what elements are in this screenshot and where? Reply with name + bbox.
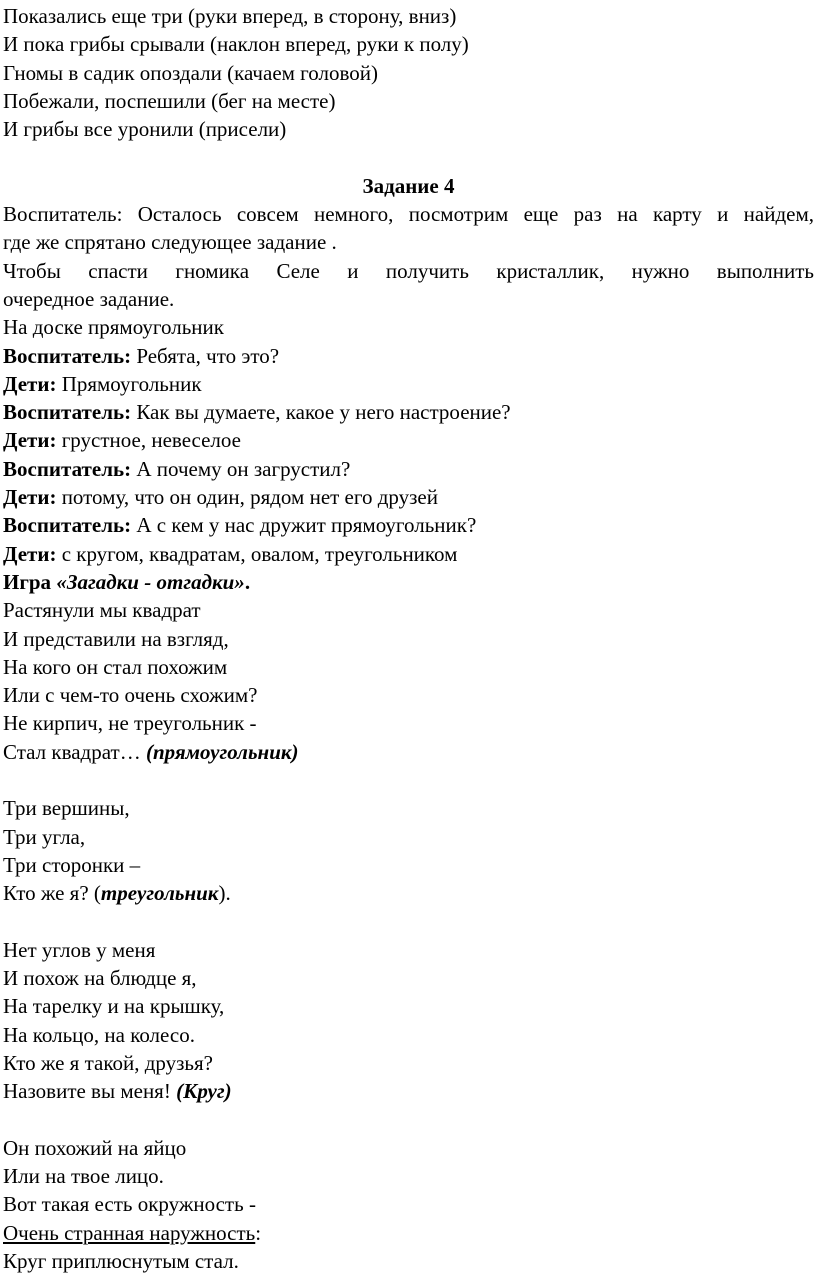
riddle-answer: (прямоугольник) xyxy=(145,739,299,764)
riddle-line: Кто же я такой, друзья? xyxy=(3,1050,213,1075)
riddle-text: : xyxy=(255,1220,262,1245)
riddle-line: Растянули мы квадрат xyxy=(3,598,201,623)
blank-line xyxy=(3,1106,814,1134)
speech: с кругом, квадратам, овалом, треугольником xyxy=(56,541,458,566)
riddle-line: Нет углов у меня xyxy=(3,937,156,962)
poem-line: И грибы все уронили (присели) xyxy=(3,117,287,142)
speech: Прямоугольник xyxy=(56,371,202,396)
paragraph-line: Чтобы спасти гномика Селе и получить кристаллик, нужно выполнить xyxy=(3,258,814,283)
game-prefix: Игра xyxy=(3,569,57,594)
task-heading: Задание 4 xyxy=(362,173,455,198)
poem-line: Гномы в садик опоздали (качаем головой) xyxy=(3,60,378,85)
poem-line: Побежали, поспешили (бег на месте) xyxy=(3,88,336,113)
dialogue-line xyxy=(3,483,814,511)
speaker: Дети: xyxy=(3,371,57,396)
paragraph-line: очередное задание. xyxy=(3,286,175,311)
blank-line xyxy=(3,143,814,171)
riddle-line: Три сторонки – xyxy=(3,852,141,877)
speaker: Воспитатель: xyxy=(3,456,132,481)
riddle-line: Три вершины, xyxy=(3,796,130,821)
game-title xyxy=(3,568,814,596)
board-note: На доске прямоугольник xyxy=(3,315,224,340)
dialogue-line xyxy=(3,342,814,370)
riddle-line xyxy=(3,738,814,766)
speech: Ребята, что это? xyxy=(131,343,280,368)
speaker: Дети: xyxy=(3,485,57,510)
riddle-text: Кто же я? ( xyxy=(3,881,101,906)
riddle-line: Круг приплюснутым стал. xyxy=(3,1249,239,1274)
paragraph-line: Воспитатель: Осталось совсем немного, посмотрим еще раз на карту и найдем, xyxy=(3,202,814,227)
dialogue-line xyxy=(3,370,814,398)
dialogue-line xyxy=(3,455,814,483)
riddle-line xyxy=(3,1219,814,1247)
riddle-text: Стал квадрат… xyxy=(3,739,146,764)
riddle-line xyxy=(3,879,814,907)
speaker: Воспитатель: xyxy=(3,400,132,425)
poem-line: И пока грибы срывали (наклон вперед, руки к полу) xyxy=(3,32,469,57)
dialogue-line xyxy=(3,398,814,426)
game-name: «Загадки - отгадки» xyxy=(56,569,245,594)
underlined-text: Очень странная наружность xyxy=(3,1220,256,1245)
speech: Как вы думаете, какое у него настроение? xyxy=(131,400,511,425)
speech: А почему он загрустил? xyxy=(131,456,351,481)
speech: грустное, невеселое xyxy=(56,428,241,453)
riddle-line: На кольцо, на колесо. xyxy=(3,1022,195,1047)
dialogue-line xyxy=(3,511,814,539)
riddle-text: ). xyxy=(218,881,231,906)
riddle-line: И похож на блюдце я, xyxy=(3,966,197,991)
riddle-line: Не кирпич, не треугольник - xyxy=(3,711,257,736)
speaker: Воспитатель: xyxy=(3,343,132,368)
riddle-line: Или на твое лицо. xyxy=(3,1164,164,1189)
riddle-line: Три угла, xyxy=(3,824,86,849)
document-page xyxy=(0,2,816,1274)
riddle-line: Или с чем-то очень схожим? xyxy=(3,683,258,708)
riddle-line: Он похожий на яйцо xyxy=(3,1135,187,1160)
speech: потому, что он один, рядом нет его друзей xyxy=(56,485,438,510)
riddle-answer: треугольник xyxy=(100,881,219,906)
riddle-text: Назовите вы меня! xyxy=(3,1079,177,1104)
riddle-line: Вот такая есть окружность - xyxy=(3,1192,256,1217)
riddle-line: И представили на взгляд, xyxy=(3,626,229,651)
game-suffix: . xyxy=(244,569,251,594)
speaker: Дети: xyxy=(3,541,57,566)
speaker: Воспитатель: xyxy=(3,513,132,538)
speaker: Дети: xyxy=(3,428,57,453)
riddle-line: На кого он стал похожим xyxy=(3,654,228,679)
blank-line xyxy=(3,908,814,936)
riddle-line: На тарелку и на крышку, xyxy=(3,994,225,1019)
riddle-line xyxy=(3,1077,814,1105)
poem-line: Показались еще три (руки вперед, в сторону, вниз) xyxy=(3,4,457,28)
paragraph-line: где же спрятано следующее задание . xyxy=(3,230,337,255)
dialogue-line xyxy=(3,426,814,454)
riddle-answer: (Круг) xyxy=(176,1079,232,1104)
dialogue-line xyxy=(3,540,814,568)
blank-line xyxy=(3,766,814,794)
speech: А с кем у нас дружит прямоугольник? xyxy=(131,513,477,538)
